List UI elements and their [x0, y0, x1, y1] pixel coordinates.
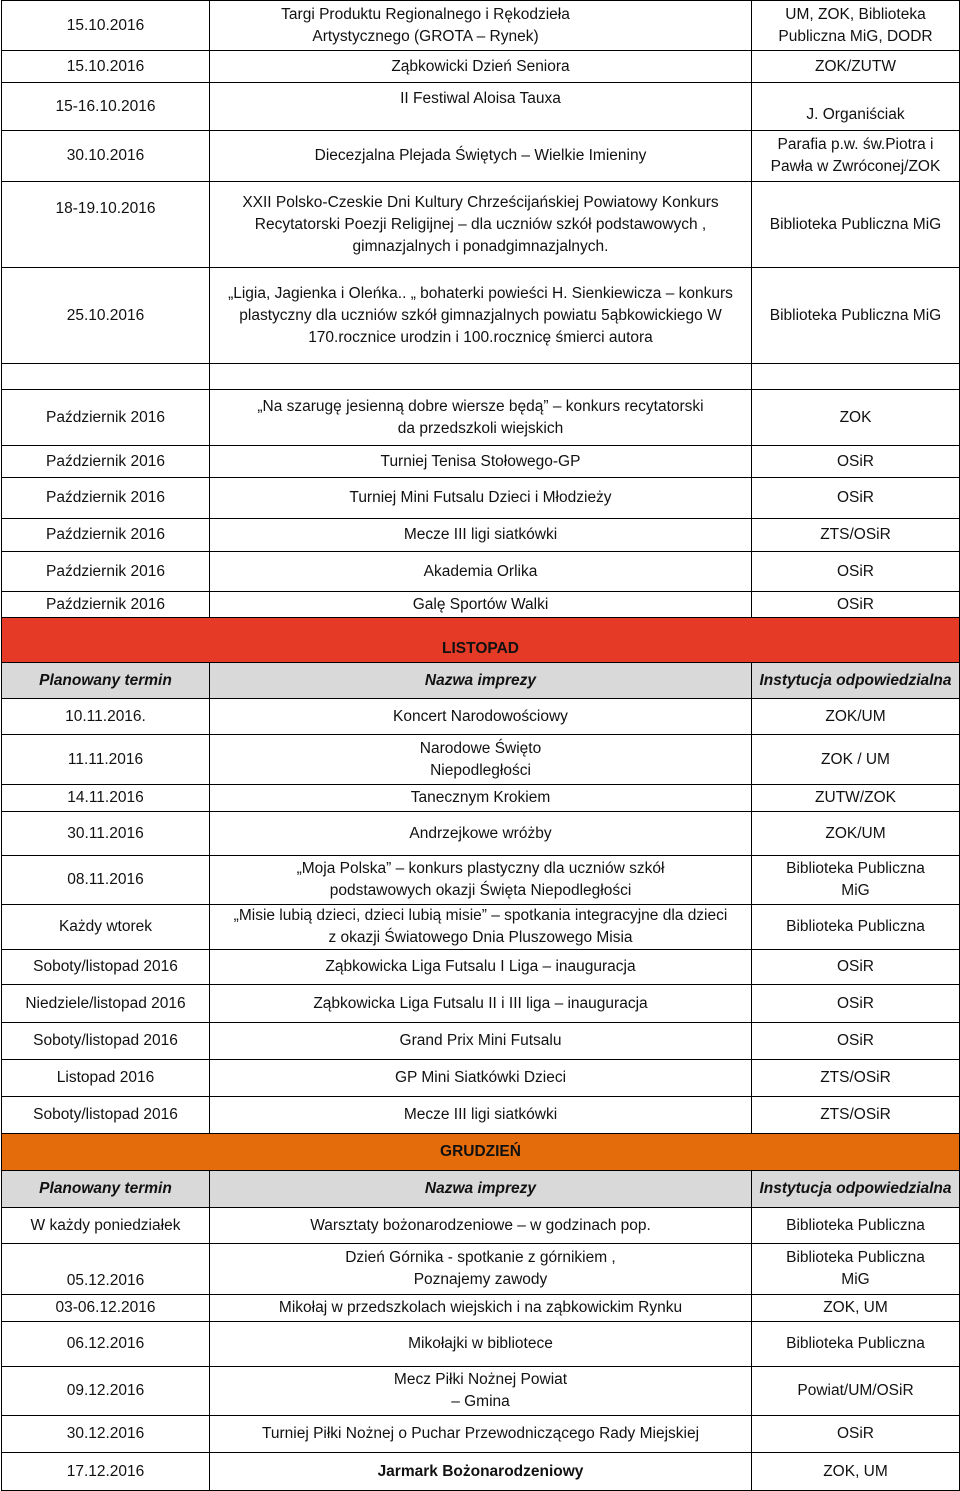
event-organizer: ZOK/UM — [752, 812, 960, 856]
event-organizer: Biblioteka Publiczna — [752, 905, 960, 950]
event-date: Październik 2016 — [2, 478, 210, 519]
event-organizer: J. Organiściak — [752, 83, 960, 131]
event-name: Turniej Mini Futsalu Dzieci i Młodzieży — [210, 478, 752, 519]
event-name: XXII Polsko-Czeskie Dni Kultury Chrześcijańskiej Powiatowy Konkurs Recytatorski Poezji Religijnej – dla uczniów szkół podstawowych , gimnazjalnych i ponadgimnazjalnych. — [210, 182, 752, 268]
table-row — [2, 1, 960, 51]
event-organizer: OSiR — [752, 552, 960, 592]
event-name: Jarmark Bożonarodzeniowy — [210, 1453, 752, 1491]
event-date: 30.10.2016 — [2, 131, 210, 182]
event-date: 14.11.2016 — [2, 785, 210, 812]
event-name: Mikołaj w przedszkolach wiejskich i na ząbkowickim Rynku — [210, 1295, 752, 1322]
event-organizer: ZOK, UM — [752, 1295, 960, 1322]
event-date: Soboty/listopad 2016 — [2, 1023, 210, 1060]
event-date: 18-19.10.2016 — [2, 182, 210, 268]
table-row — [2, 1453, 960, 1491]
event-date: 10.11.2016. — [2, 699, 210, 735]
event-name: „Misie lubią dzieci, dzieci lubią misie” – spotkania integracyjne dla dzieci z okazji Światowego Dnia Pluszowego Misia — [210, 905, 752, 950]
event-date: Soboty/listopad 2016 — [2, 1097, 210, 1134]
column-headers — [2, 663, 960, 699]
table-row — [2, 905, 960, 950]
table-row — [2, 735, 960, 785]
table-row — [2, 1023, 960, 1060]
event-name: Tanecznym Krokiem — [210, 785, 752, 812]
event-name: Akademia Orlika — [210, 552, 752, 592]
table-row — [2, 552, 960, 592]
event-organizer: Biblioteka Publiczna MiG — [752, 268, 960, 364]
event-date: 30.11.2016 — [2, 812, 210, 856]
event-organizer: ZOK/ZUTW — [752, 51, 960, 83]
month-title: GRUDZIEŃ — [2, 1134, 960, 1171]
event-date: 15-16.10.2016 — [2, 83, 210, 131]
event-date: 05.12.2016 — [2, 1244, 210, 1295]
event-name: Ząbkowicki Dzień Seniora — [210, 51, 752, 83]
event-name: Turniej Tenisa Stołowego-GP — [210, 446, 752, 478]
table-row — [2, 390, 960, 446]
event-organizer: ZTS/OSiR — [752, 1060, 960, 1097]
event-name: Mecz Piłki Nożnej Powiat – Gmina — [210, 1367, 752, 1416]
table-row — [2, 856, 960, 905]
event-organizer: ZOK — [752, 390, 960, 446]
table-row — [2, 1060, 960, 1097]
event-name: Andrzejkowe wróżby — [210, 812, 752, 856]
table-row — [2, 1295, 960, 1322]
event-organizer: OSiR — [752, 478, 960, 519]
event-date: 03-06.12.2016 — [2, 1295, 210, 1322]
event-name: Koncert Narodowościowy — [210, 699, 752, 735]
event-name: Mikołajki w bibliotece — [210, 1322, 752, 1367]
event-date: 09.12.2016 — [2, 1367, 210, 1416]
col-header-name: Nazwa imprezy — [210, 1171, 752, 1208]
event-name: Dzień Górnika - spotkanie z górnikiem , Poznajemy zawody — [210, 1244, 752, 1295]
event-organizer: ZUTW/ZOK — [752, 785, 960, 812]
month-title: LISTOPAD — [2, 618, 960, 663]
event-name: Turniej Piłki Nożnej o Puchar Przewodniczącego Rady Miejskiej — [210, 1416, 752, 1453]
event-date: 08.11.2016 — [2, 856, 210, 905]
event-name: „Moja Polska” – konkurs plastyczny dla uczniów szkół podstawowych okazji Święta Niepodległości — [210, 856, 752, 905]
month-header-december — [2, 1134, 960, 1171]
event-name: Ząbkowicka Liga Futsalu I Liga – inauguracja — [210, 950, 752, 985]
event-organizer: Biblioteka Publiczna — [752, 1322, 960, 1367]
table-row — [2, 1322, 960, 1367]
table-row — [2, 519, 960, 552]
event-organizer: ZTS/OSiR — [752, 519, 960, 552]
event-date: 15.10.2016 — [2, 1, 210, 51]
col-header-date: Planowany termin — [2, 663, 210, 699]
table-row — [2, 1367, 960, 1416]
event-name: Ząbkowicka Liga Futsalu II i III liga – inauguracja — [210, 985, 752, 1023]
event-name: Targi Produktu Regionalnego i Rękodzieła Artystycznego (GROTA – Rynek) — [210, 1, 752, 51]
event-date: Październik 2016 — [2, 446, 210, 478]
event-date: Październik 2016 — [2, 519, 210, 552]
event-organizer: Biblioteka Publiczna MiG — [752, 1244, 960, 1295]
table-row — [2, 1097, 960, 1134]
event-name: II Festiwal Aloisa Tauxa — [210, 83, 752, 131]
event-date: 15.10.2016 — [2, 51, 210, 83]
table-row — [2, 592, 960, 618]
col-header-date: Planowany termin — [2, 1171, 210, 1208]
table-row — [2, 131, 960, 182]
event-organizer: OSiR — [752, 950, 960, 985]
event-organizer: ZTS/OSiR — [752, 1097, 960, 1134]
table-row — [2, 478, 960, 519]
event-organizer: Parafia p.w. św.Piotra i Pawła w Zwróconej/ZOK — [752, 131, 960, 182]
event-organizer: ZOK/UM — [752, 699, 960, 735]
event-date: Soboty/listopad 2016 — [2, 950, 210, 985]
event-name: Warsztaty bożonarodzeniowe – w godzinach pop. — [210, 1208, 752, 1244]
event-organizer: UM, ZOK, Biblioteka Publiczna MiG, DODR — [752, 1, 960, 51]
event-date: 30.12.2016 — [2, 1416, 210, 1453]
event-date: 17.12.2016 — [2, 1453, 210, 1491]
table-row — [2, 83, 960, 131]
col-header-org: Instytucja odpowiedzialna — [752, 663, 960, 699]
event-date: Niedziele/listopad 2016 — [2, 985, 210, 1023]
event-organizer: ZOK, UM — [752, 1453, 960, 1491]
event-name: Narodowe Święto Niepodległości — [210, 735, 752, 785]
event-organizer: OSiR — [752, 1023, 960, 1060]
column-headers — [2, 1171, 960, 1208]
spacer-row — [2, 364, 960, 390]
event-organizer: Biblioteka Publiczna MiG — [752, 182, 960, 268]
event-date: Październik 2016 — [2, 592, 210, 618]
event-organizer: OSiR — [752, 446, 960, 478]
event-date: Październik 2016 — [2, 552, 210, 592]
table-row — [2, 446, 960, 478]
table-row — [2, 51, 960, 83]
event-date: 11.11.2016 — [2, 735, 210, 785]
table-row — [2, 1208, 960, 1244]
event-date: 25.10.2016 — [2, 268, 210, 364]
event-date: 06.12.2016 — [2, 1322, 210, 1367]
event-name: „Ligia, Jagienka i Oleńka.. „ bohaterki powieści H. Sienkiewicza – konkurs plastyczny dla uczniów szkół gimnazjalnych powiatu 5ąbkowickiego W 170.rocznice urodzin i 100.rocznicę śmierci autora — [210, 268, 752, 364]
table-row — [2, 699, 960, 735]
event-organizer: ZOK / UM — [752, 735, 960, 785]
event-name: „Na szarugę jesienną dobre wiersze będą” – konkurs recytatorski da przedszkoli wiejskich — [210, 390, 752, 446]
event-organizer: Biblioteka Publiczna MiG — [752, 856, 960, 905]
table-row — [2, 1244, 960, 1295]
table-row — [2, 1416, 960, 1453]
event-organizer: Powiat/UM/OSiR — [752, 1367, 960, 1416]
table-row — [2, 950, 960, 985]
event-organizer: OSiR — [752, 592, 960, 618]
event-name: Diecezjalna Plejada Świętych – Wielkie Imieniny — [210, 131, 752, 182]
event-name: GP Mini Siatkówki Dzieci — [210, 1060, 752, 1097]
event-date: Każdy wtorek — [2, 905, 210, 950]
event-name: Grand Prix Mini Futsalu — [210, 1023, 752, 1060]
col-header-name: Nazwa imprezy — [210, 663, 752, 699]
table-row — [2, 785, 960, 812]
table-row — [2, 985, 960, 1023]
event-date: W każdy poniedziałek — [2, 1208, 210, 1244]
event-date: Październik 2016 — [2, 390, 210, 446]
event-name: Galę Sportów Walki — [210, 592, 752, 618]
event-organizer: Biblioteka Publiczna — [752, 1208, 960, 1244]
col-header-org: Instytucja odpowiedzialna — [752, 1171, 960, 1208]
event-organizer: OSiR — [752, 985, 960, 1023]
event-name: Mecze III ligi siatkówki — [210, 1097, 752, 1134]
table-row — [2, 812, 960, 856]
event-date: Listopad 2016 — [2, 1060, 210, 1097]
event-name: Mecze III ligi siatkówki — [210, 519, 752, 552]
event-organizer: OSiR — [752, 1416, 960, 1453]
table-row — [2, 268, 960, 364]
table-row — [2, 182, 960, 268]
events-table — [1, 0, 960, 1491]
month-header-november — [2, 618, 960, 663]
